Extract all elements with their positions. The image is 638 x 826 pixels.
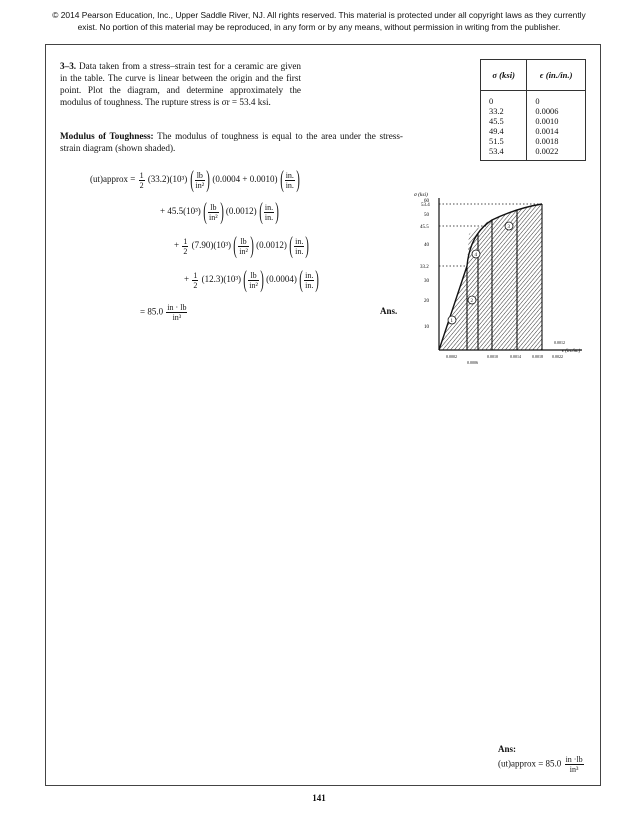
y-axis-label: σ (ksi) (414, 192, 428, 198)
table-cell: 0.0006 (535, 107, 559, 116)
region-label: 1 (450, 319, 453, 324)
fraction-in-in: $\frac{in.}{in.}$ (264, 202, 274, 222)
region-label: 3 (507, 225, 510, 230)
x-tick-label: 0.0022 (552, 354, 563, 359)
table-cell: 0 (535, 97, 540, 106)
fraction-half: $\frac{1}{2}$ (139, 170, 144, 190)
equation-line-4: + $\frac{1}{2}$ (12.3)(10³) ( $\frac{lb}{\text{in²}}$ ) (0.0004) ( $\frac{in.}{in.}$ ) (184, 267, 320, 293)
fraction-lb-in2: $\frac{lb}{\text{in²}}$ (249, 270, 258, 290)
y-tick-label: 10 (424, 325, 429, 330)
table-cell: 0.0022 (535, 147, 559, 156)
final-answer-lhs: (ut)approx = 85.0 (498, 758, 562, 769)
table-epsilon-column (527, 91, 586, 161)
y-tick-label: 40 (424, 243, 429, 248)
stress-strain-figure (412, 190, 598, 372)
final-answer-label: Ans: (498, 744, 517, 754)
table-header-sigma: σ (ksi) (481, 60, 527, 91)
final-answer-equation (498, 755, 585, 774)
table-sigma-column (481, 91, 527, 161)
y-tick-label: 20 (424, 299, 429, 304)
final-answer-units: $\frac{in \cdot lb}{\text{in³}}$ (565, 755, 583, 774)
fraction-half: $\frac{1}{2}$ (183, 236, 188, 256)
data-table (480, 59, 586, 161)
table-cell: 0 (489, 97, 494, 106)
y-tick-label: 45.5 (420, 225, 429, 230)
equation-lhs: (ut)approx = (90, 174, 136, 185)
table-cell: 0.0018 (535, 137, 559, 146)
equation-result (140, 303, 188, 322)
copyright-line-1: © 2014 Pearson Education, Inc., Upper Saddle River, NJ. All rights reserved. This material is protected under all copyright laws as they currently (52, 10, 586, 20)
term-2-tail: (0.0012) (225, 206, 257, 217)
problem-text: Data taken from a stress–strain test for a ceramic are given in the table. The curve is linear between the origin and the first point. Plot the diagram, and determine approximately the modulus of toughness. The rupture stress is σr = 53.4 ksi. (60, 61, 302, 107)
y-tick-label: 30 (424, 279, 429, 284)
fraction-in-in: $\frac{in.}{in.}$ (305, 270, 314, 290)
table-cell: 0.0010 (535, 117, 559, 126)
equation-line-3: + $\frac{1}{2}$ (7.90)(10³) ( $\frac{lb}{\text{in²}}$ ) (0.0012) ( $\frac{in.}{in.}$ ) (174, 233, 310, 259)
region-label: 2 (470, 299, 473, 304)
term-3-tail: (0.0012) (256, 240, 287, 251)
term-1: (33.2)(10³) (147, 174, 188, 185)
x-tick-label: 0.0002 (446, 354, 457, 359)
answer-marker: Ans. (380, 306, 398, 316)
fraction-in-in: $\frac{in.}{in.}$ (295, 236, 304, 256)
problem-statement (60, 60, 301, 108)
fraction-lb-in2: $\frac{lb}{\text{in²}}$ (195, 170, 205, 190)
term-4-tail: (0.0004) (266, 274, 297, 285)
fraction-in-in: $\frac{in.}{in.}$ (285, 170, 294, 190)
y-tick-label: 33.2 (420, 265, 429, 270)
term-1-tail: (0.0004 + 0.0010) (212, 174, 278, 185)
equation-line-1: (ut)approx = $\frac{1}{2}$ (33.2)(10³) ( $\frac{lb}{\text{in²}}$ ) (0.0004 + 0.0010) ( $\frac{in.}{in.}$ ) (90, 167, 300, 193)
copyright-notice (30, 10, 608, 33)
y-tick-label: 53.4 (421, 203, 430, 208)
table-header-epsilon: ϵ (in./in.) (527, 60, 586, 91)
table-cell: 33.2 (489, 107, 504, 116)
term-2: + 45.5(10³) (160, 206, 201, 217)
solution-heading (60, 130, 403, 154)
equation-line-2: + 45.5(10³) ( $\frac{lb}{\text{in²}}$ ) (0.0012) ( $\frac{in.}{in.}$ ) (160, 199, 279, 225)
y-tick-label: 50 (424, 213, 429, 218)
table-cell: 49.4 (489, 127, 504, 136)
problem-number: 3–3. (60, 61, 77, 71)
result-value: = 85.0 (140, 306, 164, 317)
fraction-inlb-in3: $\frac{in \cdot lb}{\text{in³}}$ (167, 303, 187, 322)
table-cell: 45.5 (489, 117, 504, 126)
fraction-lb-in2: $\frac{lb}{\text{in²}}$ (209, 202, 218, 222)
x-tick-label: 0.0006 (467, 360, 478, 365)
page-number: 141 (312, 793, 326, 803)
x-tick-label: 0.0018 (532, 354, 543, 359)
fraction-lb-in2: $\frac{lb}{\text{in²}}$ (239, 236, 248, 256)
solution-heading-bold: Modulus of Toughness: (60, 131, 154, 141)
region-label: 4 (474, 253, 477, 258)
solution-heading-text: The modulus of toughness is equal to the area under the stress-strain diagram (shown shaded). (60, 131, 403, 153)
annotation-label: 0.0012 (554, 340, 565, 345)
y-tick-label: 60 (424, 199, 429, 204)
table-cell: 51.5 (489, 137, 504, 146)
x-axis-label: ϵ (in./in.) (562, 349, 581, 354)
term-3: (7.90)(10³) (191, 240, 232, 251)
x-tick-label: 0.0014 (510, 354, 521, 359)
fraction-half: $\frac{1}{2}$ (193, 270, 198, 290)
table-cell: 0.0014 (535, 127, 559, 136)
term-4: (12.3)(10³) (201, 274, 242, 285)
x-tick-label: 0.0010 (487, 354, 498, 359)
table-cell: 53.4 (489, 147, 504, 156)
copyright-line-2: exist. No portion of this material may be reproduced, in any form or by any means, without permission in writing from the publisher. (77, 21, 561, 32)
final-answer-box (498, 744, 585, 774)
